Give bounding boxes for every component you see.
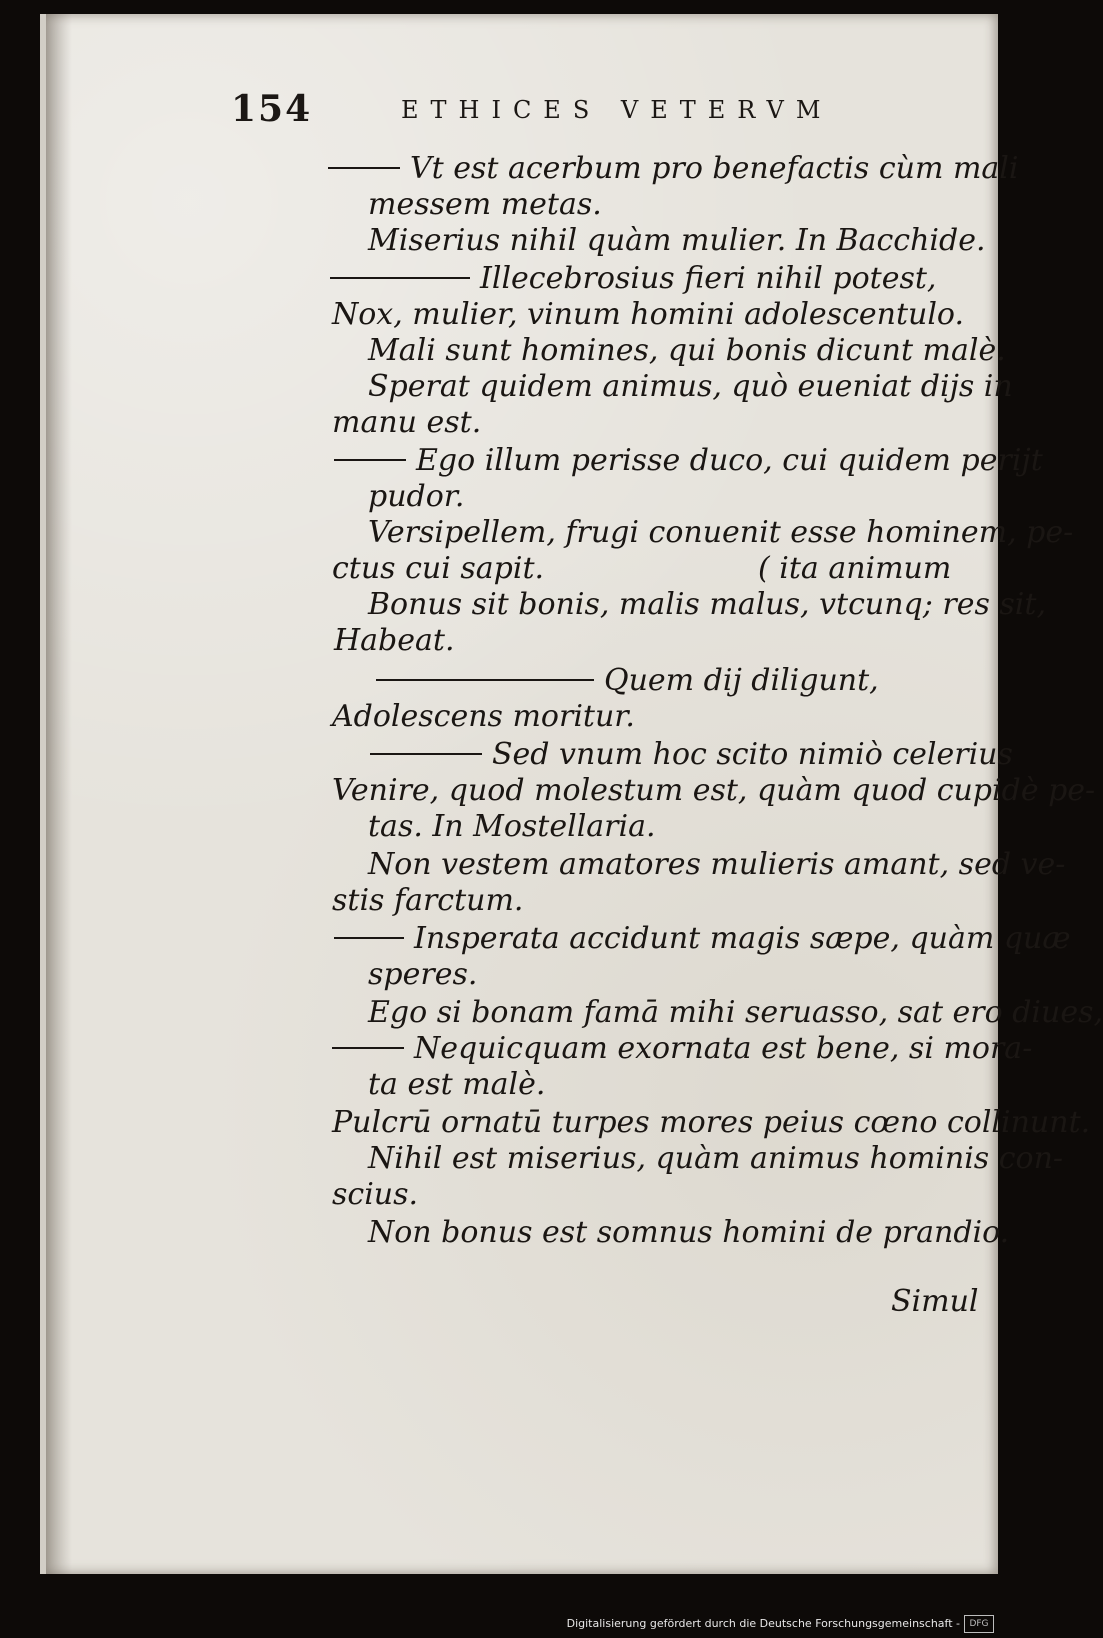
text-line: Ego illum perisse duco, cui quidem perijt: [334, 442, 1043, 480]
text-line: Non vestem amatores mulieris amant, sed ve-: [368, 847, 1066, 882]
digitization-credit: Digitalisierung gefördert durch die Deutsche Forschungsgemeinschaft -: [566, 1617, 960, 1630]
text-line: pudor.: [368, 479, 465, 514]
book-page: [40, 14, 1103, 1574]
text-line: manu est.: [332, 405, 482, 440]
line-dash: [328, 167, 400, 169]
catchword: Simul: [891, 1284, 979, 1319]
line-dash: [332, 1047, 404, 1049]
text-line: Adolescens moritur.: [332, 699, 635, 734]
text-line: Illecebrosius fieri nihil potest,: [330, 260, 936, 298]
text-line: Nox, mulier, vinum homini adolescentulo.: [332, 297, 964, 332]
line-dash: [330, 277, 470, 279]
text-line: Bonus sit bonis, malis malus, vtcunq; res sit,: [368, 587, 1046, 622]
page-text: [46, 14, 1103, 1574]
text-line: Nihil est miserius, quàm animus hominis con-: [368, 1141, 1064, 1176]
text-line: stis farctum.: [332, 883, 524, 918]
text-line: Vt est acerbum pro benefactis cùm mali: [328, 150, 1018, 188]
text-line: Quem dij diligunt,: [376, 662, 879, 700]
text-line: Sperat quidem animus, quò eueniat dijs in: [368, 369, 1013, 404]
page-number: 154: [231, 88, 313, 130]
text-line: messem metas.: [368, 187, 602, 222]
line-dash: [370, 753, 482, 755]
text-line: Pulcrū ornatū turpes mores peius cœno collinunt.: [332, 1105, 1091, 1140]
running-head: ETHICES VETERVM: [401, 96, 833, 124]
text-line: scius.: [332, 1177, 419, 1212]
text-line: Nequicquam exornata est bene, si mora-: [332, 1030, 1032, 1068]
text-line: ctus cui sapit.: [332, 551, 545, 586]
text-line: Mali sunt homines, qui bonis dicunt malè.: [368, 333, 1006, 368]
text-line: Non bonus est somnus homini de prandio.: [368, 1215, 1010, 1250]
line-dash: [334, 937, 404, 939]
line-dash: [334, 459, 406, 461]
dfg-logo: DFG: [964, 1615, 994, 1633]
line-dash: [376, 679, 594, 681]
text-line: ta est malè.: [368, 1067, 546, 1102]
text-line: speres.: [368, 957, 478, 992]
text-line: Ego si bonam famā mihi seruasso, sat ero diues,: [368, 995, 1103, 1030]
text-line: Versipellem, frugi conuenit esse hominem, pe-: [368, 515, 1074, 550]
text-line: Venire, quod molestum est, quàm quod cupidè pe-: [332, 773, 1096, 808]
text-line: Sed vnum hoc scito nimiò celerius: [370, 736, 1013, 774]
text-line: Habeat.: [334, 623, 455, 658]
text-line: Insperata accidunt magis sæpe, quàm quæ: [334, 920, 1071, 958]
text-line: tas. In Mostellaria.: [368, 809, 656, 844]
text-line: Miserius nihil quàm mulier. In Bacchide.: [368, 223, 986, 258]
scan-footer: [0, 1574, 1000, 1638]
text-line: ( ita animum: [758, 551, 952, 586]
